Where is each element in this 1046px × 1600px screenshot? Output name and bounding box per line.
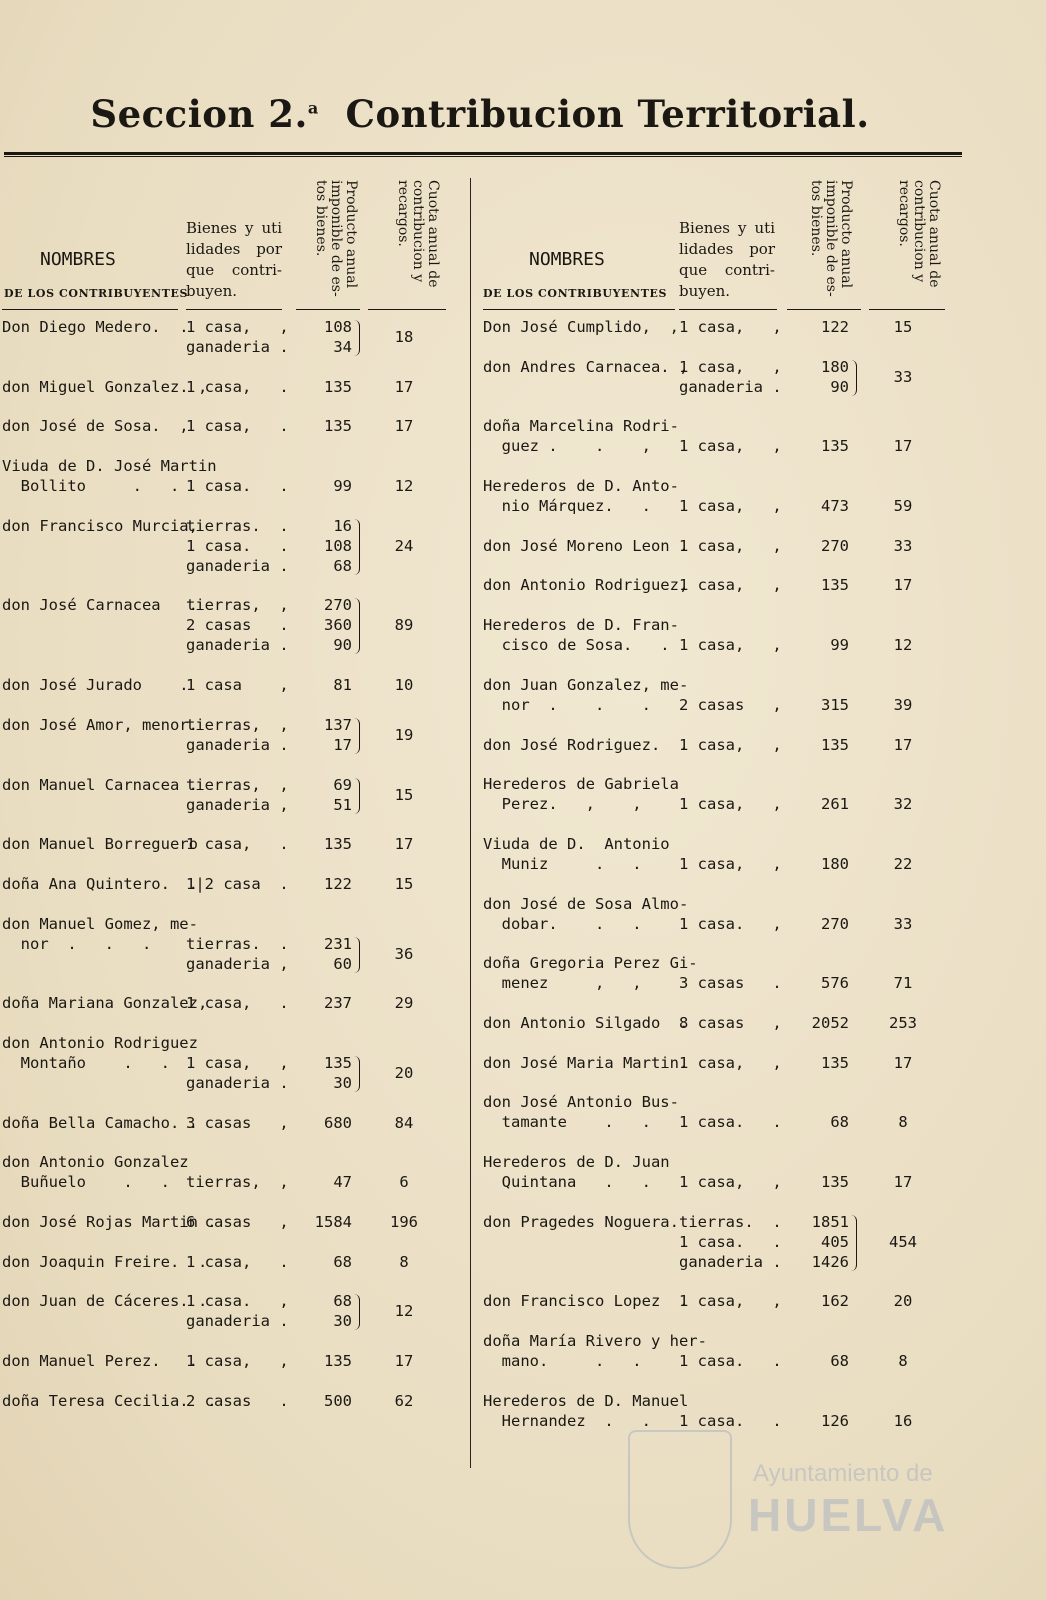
contributor-name: doña Mariana Gonzalez, — [2, 994, 208, 1013]
table-row — [483, 1053, 965, 1094]
annual-quota-value: 17 — [893, 735, 913, 754]
grouping-brace — [354, 778, 360, 814]
annual-product-value: 315 — [821, 695, 849, 714]
annual-product-value: 47 — [333, 1173, 352, 1192]
annual-product-value: 1584 — [314, 1213, 352, 1231]
annual-quota-value: 17 — [394, 377, 414, 396]
table-row — [2, 378, 468, 418]
table-row — [483, 894, 965, 955]
property-type: 1 casa, , — [679, 576, 782, 595]
header-producto: Producto anual imponible de es- tos bienes. — [313, 180, 359, 297]
property-type: ganaderia . — [186, 556, 289, 575]
contributor-name: menez , , — [483, 974, 642, 993]
property-type: 1 casa, , — [679, 1053, 782, 1072]
annual-quota-value: 17 — [893, 437, 913, 456]
contributor-name: Don José Cumplido, , — [483, 318, 679, 336]
annual-product-value: 270 — [324, 596, 352, 615]
property-type: 1 casa, , — [679, 536, 782, 555]
grouping-brace — [354, 519, 360, 575]
table-row — [483, 616, 965, 676]
property-type: 2 casas . — [186, 1391, 289, 1410]
contributor-name: Hernandez . . — [483, 1411, 651, 1430]
table-row — [2, 1034, 468, 1114]
annual-quota-value: 89 — [394, 616, 414, 635]
property-type: tierras. . — [186, 934, 289, 953]
header-cuota: Cuota anual de contribucion y recargos. — [395, 180, 441, 288]
table-row — [483, 1212, 965, 1293]
annual-product-value: 237 — [324, 994, 352, 1013]
property-type: tierras. . — [186, 516, 289, 535]
property-type: 1 casa. . — [679, 1352, 782, 1371]
table-row — [2, 1153, 468, 1213]
header-nombres: NOMBRES — [40, 249, 116, 270]
property-type: 1 casa. . — [679, 1411, 782, 1430]
property-type: 1 casa. . — [186, 536, 289, 555]
annual-quota-value: 12 — [893, 636, 913, 655]
annual-product-value: 90 — [830, 377, 849, 396]
property-type: 1|2 casa . — [186, 874, 289, 893]
table-row — [483, 1153, 965, 1213]
annual-product-value: 135 — [821, 437, 849, 456]
annual-quota-value: 17 — [893, 576, 913, 595]
annual-quota-value: 33 — [893, 914, 913, 933]
contributor-name: mano. . . — [483, 1352, 642, 1371]
annual-product-value: 68 — [830, 1352, 849, 1371]
header-underline — [368, 309, 446, 310]
annual-quota-value: 17 — [893, 1053, 913, 1072]
annual-product-value: 108 — [324, 318, 352, 336]
table-row — [2, 1213, 468, 1253]
contributor-name: Herederos de D. Manuel — [483, 1391, 689, 1410]
property-type: 1 casa. , — [679, 914, 782, 933]
annual-product-value: 135 — [821, 576, 849, 595]
annual-product-value: 261 — [821, 795, 849, 814]
property-type: 1 casa. . — [679, 1232, 782, 1251]
contributor-name: don Juan de Cáceres. . — [2, 1292, 208, 1311]
title-rule-thin — [4, 156, 962, 157]
watermark-line1: Ayuntamiento de — [753, 1460, 933, 1487]
watermark — [628, 1430, 948, 1570]
table-row — [483, 675, 965, 736]
contributor-name: Herederos de Gabriela — [483, 775, 679, 794]
city-shield-icon — [628, 1430, 732, 1569]
contributor-name: don Francisco Lopez . — [483, 1292, 689, 1311]
table-row — [483, 318, 965, 358]
title-rule-thick — [4, 152, 962, 155]
contributor-name: tamante . . — [483, 1113, 651, 1132]
grouping-brace — [354, 320, 360, 356]
table-row — [2, 1292, 468, 1352]
right-table — [483, 170, 965, 1451]
header-underline — [869, 309, 945, 310]
property-type: 1 casa. . — [679, 1113, 782, 1132]
property-type: tierras. . — [679, 1212, 782, 1231]
property-type: 1 casa, , — [679, 1292, 782, 1311]
grouping-brace — [354, 598, 360, 654]
contributor-name: don José de Sosa. , — [2, 417, 189, 436]
table-row — [483, 1332, 965, 1392]
header-underline — [296, 309, 360, 310]
annual-product-value: 162 — [821, 1292, 849, 1311]
table-row — [483, 357, 965, 418]
annual-product-value: 500 — [324, 1391, 352, 1410]
property-type: 8 casas , — [679, 1013, 782, 1032]
left-rows — [2, 318, 468, 1431]
annual-quota-value: 253 — [889, 1013, 917, 1032]
header-contribuyentes: DE LOS CONTRIBUYENTES — [483, 287, 668, 300]
table-row — [2, 1392, 468, 1432]
annual-product-value: 137 — [324, 715, 352, 734]
header-producto: Producto anual imponible de es- tos bienes. — [808, 180, 854, 297]
contributor-name: don Manuel Gomez, me- — [2, 914, 198, 933]
contributor-name: doña Ana Quintero. . — [2, 874, 198, 893]
property-type: 1 casa. . — [186, 477, 289, 496]
annual-product-value: 135 — [324, 377, 352, 396]
property-type: 1 casa, , — [679, 735, 782, 754]
table-row — [2, 776, 468, 836]
contributor-name: don Antonio Silgado . — [483, 1013, 689, 1032]
property-type: 1 casa, , — [679, 854, 782, 873]
contributor-name: Perez. , , — [483, 795, 642, 814]
contributor-name: Buñuelo . . — [2, 1173, 170, 1192]
annual-quota-value: 84 — [394, 1113, 414, 1132]
column-separator — [470, 178, 471, 1468]
header-contribuyentes: DE LOS CONTRIBUYENTES — [4, 287, 189, 300]
table-row — [483, 954, 965, 1014]
contributor-name: Herederos de D. Anto- — [483, 477, 679, 496]
property-type: 3 casas . — [679, 974, 782, 993]
table-row — [2, 1253, 468, 1293]
annual-quota-value: 454 — [889, 1232, 917, 1251]
grouping-brace — [354, 718, 360, 754]
grouping-brace — [354, 937, 360, 973]
annual-product-value: 1426 — [811, 1252, 849, 1271]
header-underline — [787, 309, 861, 310]
annual-product-value: 51 — [333, 795, 352, 814]
annual-product-value: 30 — [333, 1312, 352, 1331]
property-type: 2 casas , — [679, 695, 782, 714]
annual-quota-value: 12 — [394, 1302, 414, 1321]
table-row — [483, 417, 965, 477]
annual-quota-value: 8 — [898, 1352, 908, 1371]
annual-product-value: 135 — [821, 735, 849, 754]
annual-product-value: 231 — [324, 934, 352, 953]
property-type: 1 casa, , — [679, 357, 782, 376]
annual-product-value: 576 — [821, 974, 849, 993]
annual-quota-value: 15 — [394, 874, 414, 893]
property-type: ganaderia . — [679, 1252, 782, 1271]
right-table-header — [483, 170, 965, 318]
table-row — [2, 318, 468, 378]
annual-product-value: 405 — [821, 1232, 849, 1251]
table-row — [2, 835, 468, 875]
annual-product-value: 473 — [821, 497, 849, 516]
contributor-name: don Manuel Carnacea . — [2, 775, 198, 794]
table-row — [2, 1114, 468, 1154]
contributor-name: don Manuel Perez. . — [2, 1352, 198, 1371]
table-row — [2, 716, 468, 776]
header-bienes: Bienes y uti lidades por que contri- buyen. — [186, 219, 282, 300]
page-title: Seccion 2.$^a$ Contribucion Territorial. — [90, 92, 870, 136]
annual-quota-value: 8 — [898, 1113, 908, 1132]
annual-product-value: 180 — [821, 357, 849, 376]
contributor-name: nio Márquez. . — [483, 497, 651, 516]
annual-quota-value: 15 — [893, 318, 913, 336]
property-type: 1 casa, . — [186, 1252, 289, 1271]
grouping-brace — [851, 1215, 857, 1271]
property-type: ganaderia . — [186, 735, 289, 754]
annual-product-value: 135 — [324, 1352, 352, 1371]
table-row — [483, 735, 965, 776]
table-row — [2, 875, 468, 915]
property-type: tierras, , — [186, 775, 289, 794]
annual-quota-value: 62 — [394, 1391, 414, 1410]
annual-product-value: 99 — [333, 477, 352, 496]
property-type: 1 casa, , — [186, 1352, 289, 1371]
property-type: 1 casa, , — [186, 1053, 289, 1072]
table-row — [2, 417, 468, 457]
table-row — [483, 1013, 965, 1054]
contributor-name: doña Teresa Cecilia. . — [2, 1391, 217, 1410]
header-cuota: Cuota anual de contribucion y recargos. — [896, 180, 942, 288]
contributor-name: Muniz . . — [483, 854, 642, 873]
contributor-name: Don Diego Medero. . — [2, 318, 189, 336]
table-row — [483, 775, 965, 835]
annual-product-value: 270 — [821, 914, 849, 933]
property-type: 1 casa. , — [186, 1292, 289, 1311]
contributor-name: dobar. . . — [483, 914, 642, 933]
contributor-name: don Manuel Borreguero — [2, 835, 198, 854]
annual-quota-value: 12 — [394, 477, 414, 496]
property-type: ganaderia . — [186, 636, 289, 655]
annual-quota-value: 18 — [394, 328, 414, 346]
annual-product-value: 68 — [333, 1252, 352, 1271]
annual-product-value: 1851 — [811, 1212, 849, 1231]
annual-quota-value: 10 — [394, 676, 414, 695]
header-underline — [186, 309, 282, 310]
contributor-name: Herederos de D. Fran- — [483, 616, 679, 635]
property-type: 1 casa, . — [186, 417, 289, 436]
contributor-name: don Antonio Gonzalez — [2, 1153, 189, 1172]
contributor-name: doña María Rivero y her- — [483, 1332, 707, 1351]
contributor-name: nor . . . — [483, 695, 651, 714]
annual-product-value: 122 — [821, 318, 849, 336]
table-row — [483, 1292, 965, 1332]
annual-product-value: 2052 — [811, 1013, 849, 1032]
property-type: 1 casa, . — [186, 835, 289, 854]
contributor-name: doña Gregoria Perez Gi- — [483, 954, 698, 973]
table-row — [483, 477, 965, 537]
annual-product-value: 108 — [324, 536, 352, 555]
annual-quota-value: 59 — [893, 497, 913, 516]
annual-product-value: 680 — [324, 1113, 352, 1132]
contributor-name: don José Antonio Bus- — [483, 1093, 679, 1112]
property-type: 1 casa, , — [679, 795, 782, 814]
contributor-name: don José Jurado . — [2, 676, 189, 695]
annual-quota-value: 15 — [394, 785, 414, 804]
annual-product-value: 30 — [333, 1073, 352, 1092]
left-table-header — [2, 170, 468, 318]
annual-product-value: 68 — [333, 1292, 352, 1311]
contributor-name: guez . . , — [483, 437, 651, 456]
annual-product-value: 68 — [333, 556, 352, 575]
property-type: 1 casa, , — [679, 636, 782, 655]
table-row — [2, 596, 468, 676]
annual-product-value: 99 — [830, 636, 849, 655]
property-type: ganaderia . — [186, 1312, 289, 1331]
annual-product-value: 270 — [821, 536, 849, 555]
contributor-name: cisco de Sosa. . — [483, 636, 670, 655]
property-type: tierras, , — [186, 715, 289, 734]
table-row — [2, 1352, 468, 1392]
annual-quota-value: 29 — [394, 994, 414, 1013]
table-row — [2, 457, 468, 517]
property-type: 1 casa, , — [186, 318, 289, 336]
table-row — [483, 576, 965, 616]
annual-quota-value: 32 — [893, 795, 913, 814]
header-nombres: NOMBRES — [529, 249, 605, 270]
grouping-brace — [354, 1294, 360, 1330]
annual-product-value: 16 — [333, 516, 352, 535]
property-type: ganaderia , — [186, 795, 289, 814]
contributor-name: don Andres Carnacea. , — [483, 357, 689, 376]
contributor-name: Bollito . . — [2, 477, 180, 496]
property-type: 1 casa, , — [679, 318, 782, 336]
property-type: ganaderia , — [186, 954, 289, 973]
contributor-name: don Francisco Murcia, — [2, 516, 198, 535]
contributor-name: don José Rojas Martin . — [2, 1213, 217, 1231]
left-table — [2, 170, 468, 1431]
watermark-line2: HUELVA — [748, 1489, 949, 1541]
annual-quota-value: 17 — [394, 417, 414, 436]
property-type: tierras, , — [186, 1173, 289, 1192]
annual-product-value: 135 — [324, 835, 352, 854]
contributor-name: don Antonio Rodriguez, — [483, 576, 689, 595]
contributor-name: Viuda de D. Antonio — [483, 834, 670, 853]
annual-product-value: 81 — [333, 676, 352, 695]
grouping-brace — [851, 360, 857, 396]
annual-quota-value: 36 — [394, 944, 414, 963]
annual-product-value: 126 — [821, 1411, 849, 1430]
contributor-name: doña Bella Camacho. . — [2, 1113, 198, 1132]
contributor-name: don José Carnacea . — [2, 596, 198, 615]
contributor-name: Montaño . . — [2, 1053, 170, 1072]
contributor-name: nor . . . — [2, 934, 152, 953]
annual-quota-value: 20 — [893, 1292, 913, 1311]
table-row — [2, 517, 468, 597]
annual-quota-value: 39 — [893, 695, 913, 714]
annual-product-value: 135 — [821, 1053, 849, 1072]
header-underline — [2, 309, 178, 310]
right-rows — [483, 318, 965, 1451]
property-type: 1 casa, , — [679, 1173, 782, 1191]
annual-quota-value: 24 — [394, 536, 414, 555]
grouping-brace — [354, 1056, 360, 1092]
annual-quota-value: 196 — [390, 1213, 418, 1231]
annual-quota-value: 71 — [893, 974, 913, 993]
property-type: 1 casa , — [186, 676, 289, 695]
contributor-name: don Joaquin Freire. . — [2, 1252, 208, 1271]
contributor-name: Viuda de D. José Martin — [2, 457, 217, 476]
table-row — [483, 1093, 965, 1153]
property-type: 1 casa, . — [186, 377, 289, 396]
header-underline — [483, 309, 675, 310]
contributor-name: don José Moreno Leon . — [483, 536, 689, 555]
contributor-name: don Miguel Gonzalez. , — [2, 377, 208, 396]
header-bienes: Bienes y uti lidades por que contri- buyen. — [679, 219, 775, 300]
annual-quota-value: 22 — [893, 854, 913, 873]
property-type: ganaderia . — [186, 338, 289, 356]
property-type: ganaderia . — [679, 377, 782, 396]
property-type: 6 casas , — [186, 1213, 289, 1231]
annual-product-value: 60 — [333, 954, 352, 973]
property-type: 1 casa, , — [679, 437, 782, 456]
contributor-name: don Antonio Rodriguez — [2, 1033, 198, 1052]
property-type: 1 casa, , — [679, 497, 782, 516]
contributor-name: doña Marcelina Rodri- — [483, 417, 679, 436]
table-row — [483, 834, 965, 895]
annual-product-value: 68 — [830, 1113, 849, 1132]
annual-quota-value: 17 — [893, 1173, 913, 1191]
annual-product-value: 135 — [324, 1053, 352, 1072]
annual-product-value: 135 — [821, 1173, 849, 1191]
table-row — [2, 676, 468, 716]
property-type: 1 casa, . — [186, 994, 289, 1013]
annual-product-value: 34 — [333, 338, 352, 356]
annual-product-value: 122 — [324, 874, 352, 893]
property-type: 2 casas . — [186, 616, 289, 635]
table-row — [2, 994, 468, 1034]
annual-quota-value: 33 — [893, 536, 913, 555]
annual-product-value: 360 — [324, 616, 352, 635]
contributor-name: Herederos de D. Juan — [483, 1153, 670, 1171]
annual-product-value: 135 — [324, 417, 352, 436]
annual-quota-value: 20 — [394, 1063, 414, 1082]
contributor-name: don José Amor, menor. — [2, 715, 198, 734]
property-type: 3 casas , — [186, 1113, 289, 1132]
property-type: ganaderia . — [186, 1073, 289, 1092]
table-row — [483, 536, 965, 577]
property-type: tierras, , — [186, 596, 289, 615]
annual-quota-value: 33 — [893, 367, 913, 386]
contributor-name: Quintana . . — [483, 1173, 651, 1191]
contributor-name: don Juan Gonzalez, me- — [483, 675, 689, 694]
contributor-name: don Pragedes Noguera. — [483, 1212, 679, 1231]
annual-quota-value: 16 — [893, 1411, 913, 1430]
annual-quota-value: 17 — [394, 835, 414, 854]
annual-product-value: 69 — [333, 775, 352, 794]
annual-product-value: 180 — [821, 854, 849, 873]
annual-quota-value: 6 — [399, 1173, 409, 1192]
contributor-name: don José Maria Martin. — [483, 1053, 689, 1072]
annual-product-value: 17 — [333, 735, 352, 754]
contributor-name: don José de Sosa Almo- — [483, 894, 689, 913]
annual-quota-value: 19 — [394, 725, 414, 744]
header-underline — [679, 309, 777, 310]
annual-product-value: 90 — [333, 636, 352, 655]
contributor-name: don José Rodriguez. . — [483, 735, 689, 754]
table-row — [2, 915, 468, 995]
annual-quota-value: 8 — [399, 1252, 409, 1271]
annual-quota-value: 17 — [394, 1352, 414, 1371]
